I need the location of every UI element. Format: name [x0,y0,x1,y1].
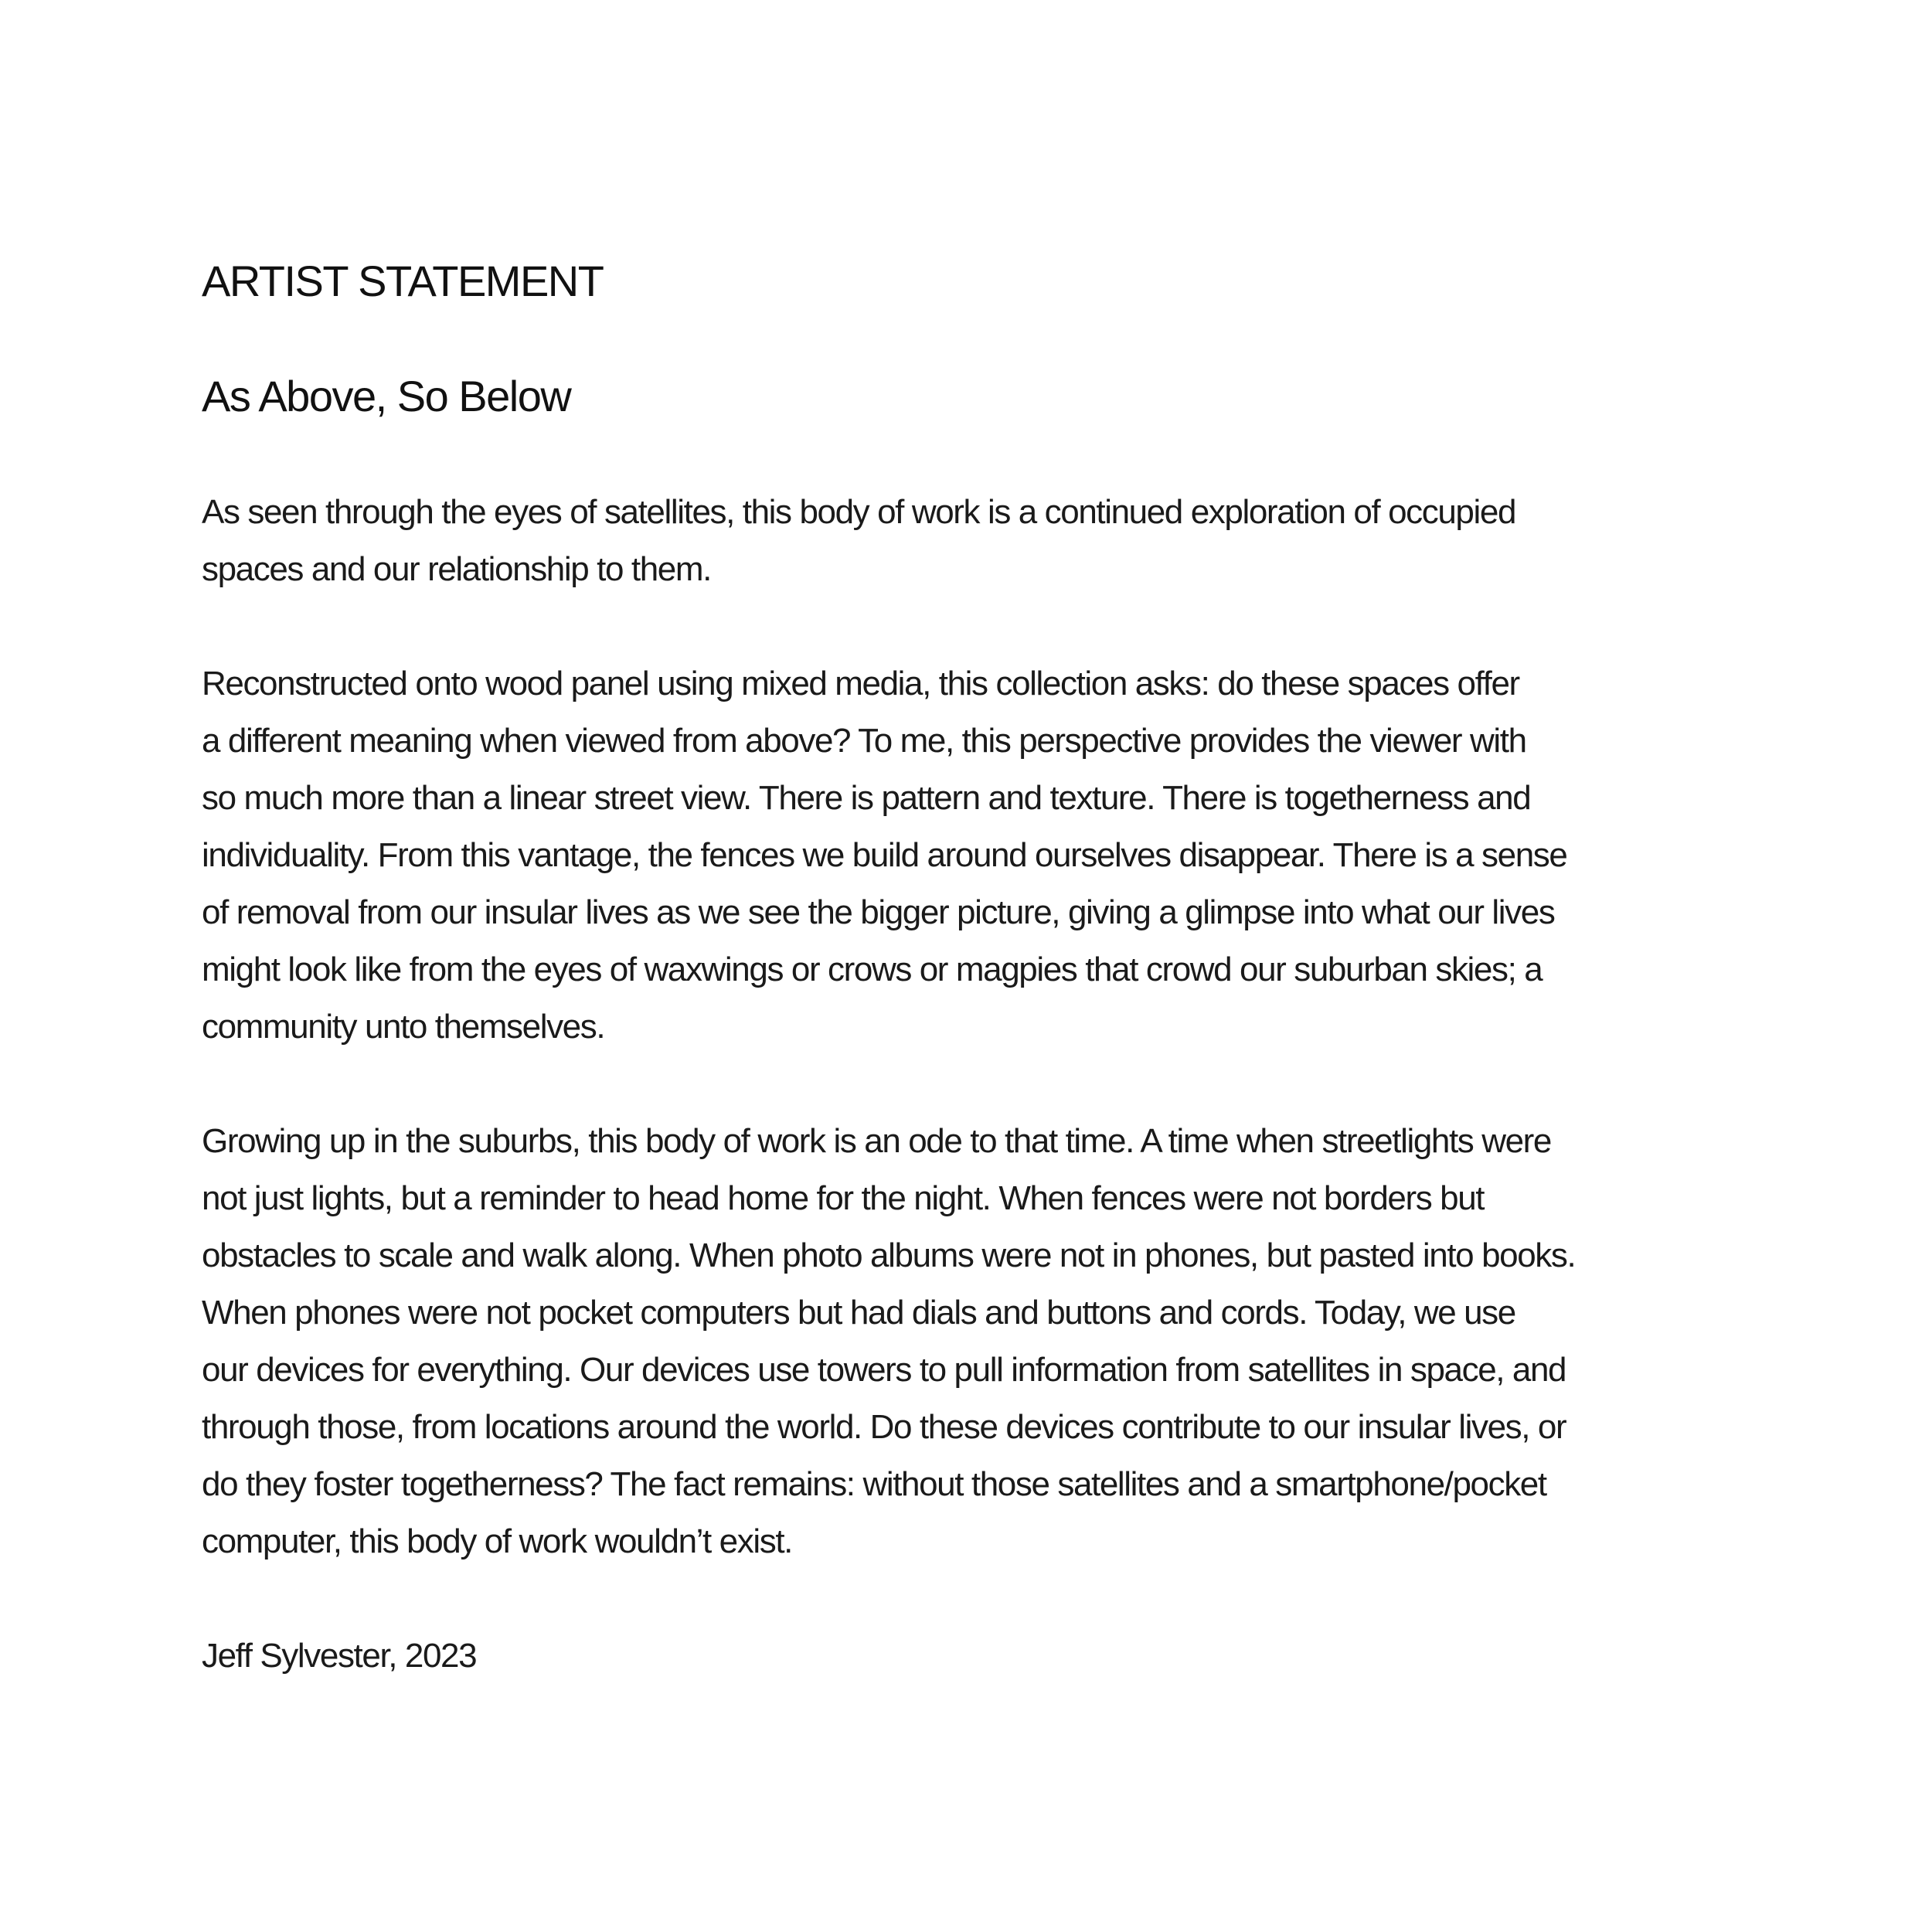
paragraph-line: do they foster togetherness? The fact remains: without those satellites and a smartphone/pocket [202,1465,1546,1504]
paragraph-line: community unto themselves. [202,1008,605,1046]
paragraph-perspective [202,655,1747,1056]
paragraph-intro [202,484,1747,598]
paragraph-suburbs [202,1113,1747,1570]
paragraph-line: our devices for everything. Our devices use towers to pull information from satellites in space, and [202,1351,1566,1389]
paragraph-spacer [202,598,1747,655]
artist-signature: Jeff Sylvester, 2023 [202,1637,477,1675]
statement-body [202,484,1747,1570]
series-title: As Above, So Below [202,372,571,421]
paragraph-line: computer, this body of work wouldn’t exist. [202,1522,792,1561]
paragraph-line: individuality. From this vantage, the fences we build around ourselves disappear. There is a sense [202,836,1567,875]
paragraph-line: of removal from our insular lives as we see the bigger picture, giving a glimpse into what our lives [202,893,1555,932]
paragraph-line: so much more than a linear street view. There is pattern and texture. There is togetherness and [202,779,1531,818]
paragraph-line: spaces and our relationship to them. [202,550,711,589]
paragraph-line: As seen through the eyes of satellites, this body of work is a continued exploration of occupied [202,493,1516,532]
paragraph-line: When phones were not pocket computers but had dials and buttons and cords. Today, we use [202,1294,1515,1332]
paragraph-line: through those, from locations around the world. Do these devices contribute to our insular lives, or [202,1408,1566,1447]
paragraph-line: a different meaning when viewed from above? To me, this perspective provides the viewer with [202,722,1526,760]
artist-statement-page [202,255,1747,1685]
paragraph-line: Growing up in the suburbs, this body of work is an ode to that time. A time when streetlights were [202,1122,1551,1161]
paragraph-spacer [202,1056,1747,1113]
paragraph-line: not just lights, but a reminder to head home for the night. When fences were not borders but [202,1179,1485,1218]
paragraph-line: Reconstructed onto wood panel using mixed media, this collection asks: do these spaces offer [202,665,1519,703]
paragraph-line: obstacles to scale and walk along. When photo albums were not in phones, but pasted into books. [202,1236,1576,1275]
paragraph-line: might look like from the eyes of waxwings or crows or magpies that crowd our suburban skies; a [202,951,1543,989]
statement-heading: ARTIST STATEMENT [202,257,604,305]
